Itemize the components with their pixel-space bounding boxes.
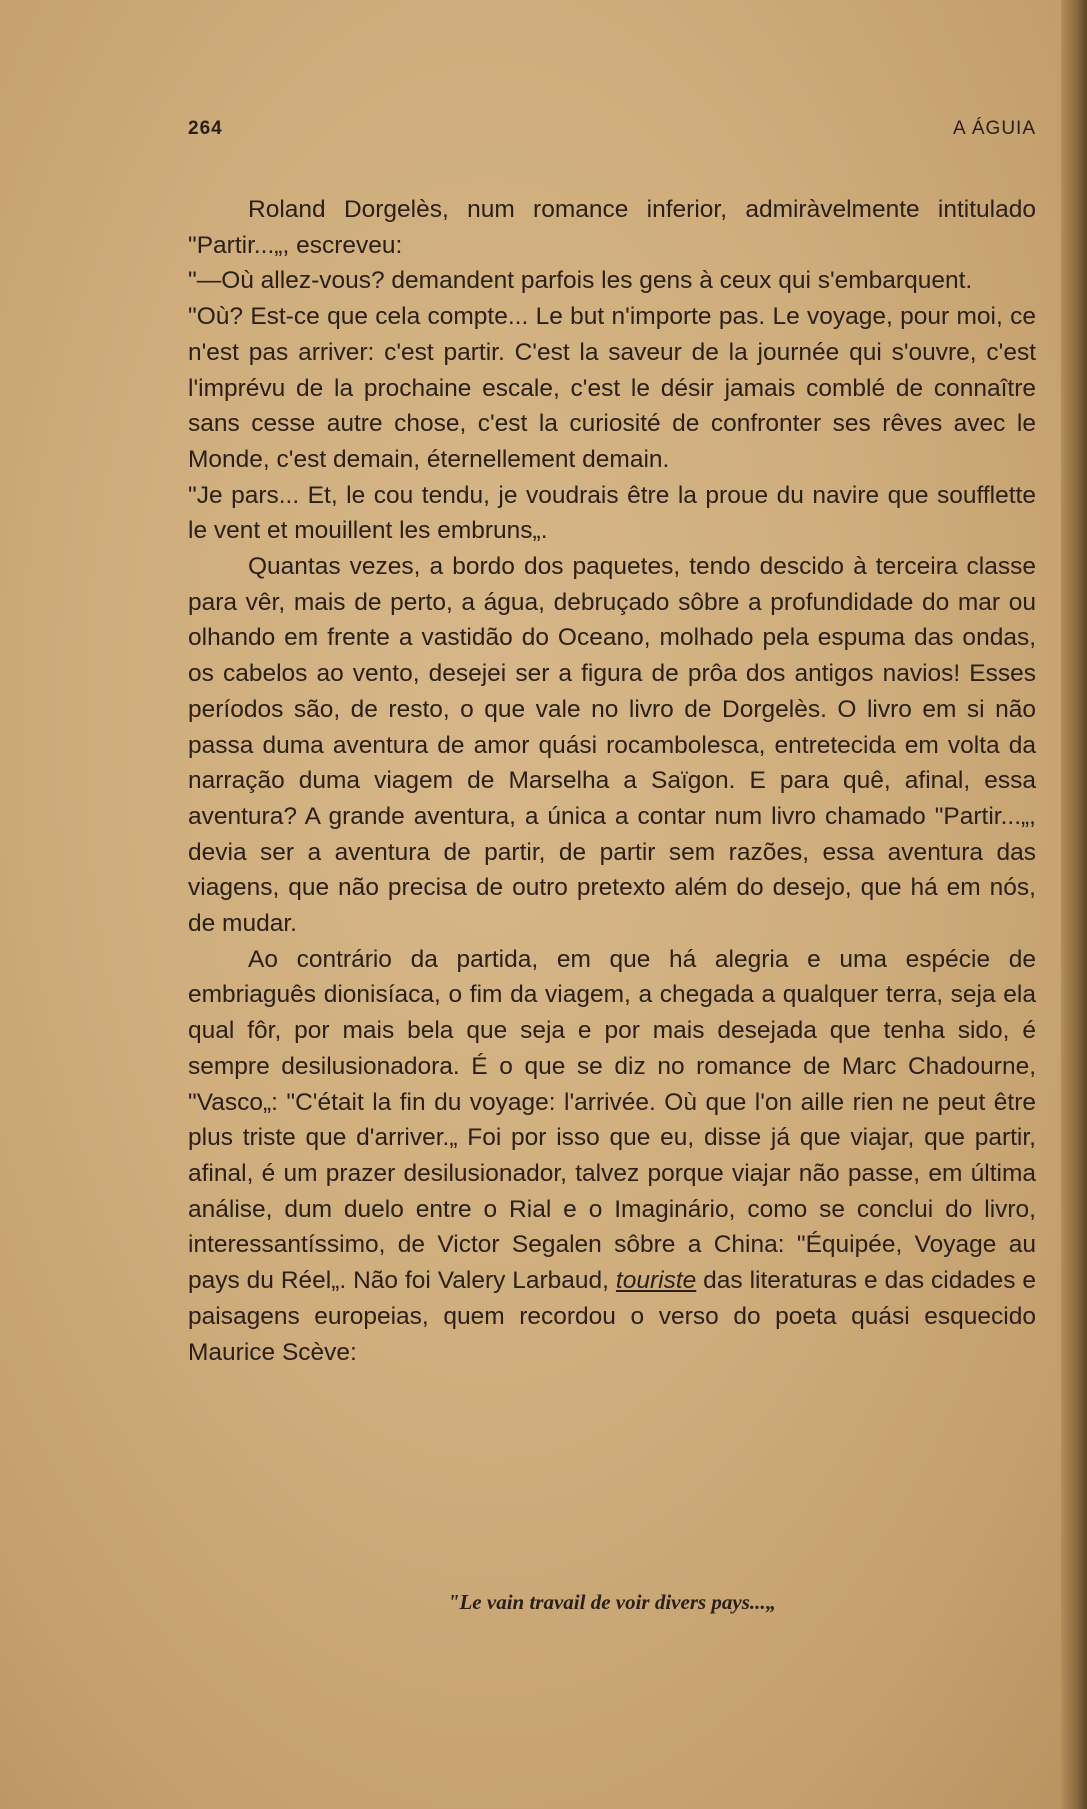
paragraph-5: Quantas vezes, a bordo dos paquetes, tendo descido à terceira classe para vêr, mais de perto, a água, debruçado sôbre a profundidade do mar ou olhando em frente a vastidão do Oceano, molhado pela espuma das ondas, os cabelos ao vento, desejei ser a figura de prôa dos antigos navios! Esses períodos são, de resto, o que vale no livro de Dorgelès. O livro em si não passa duma aventura de amor quási rocambolesca, entretecida em volta da narração duma viagem de Marselha a Saïgon. E para quê, afinal, essa aventura? A grande aventura, a única a contar num livro chamado "Partir...„, devia ser a aventura de partir, de partir sem razões, essa aventura das viagens, que não precisa de outro pretexto além do desejo, que há em nós, de mudar. (188, 553, 1036, 938)
paragraph-1: Roland Dorgelès, num romance inferior, admiràvelmente intitulado "Partir...„, escreveu: (188, 196, 1036, 259)
page-edge-shadow (1061, 0, 1087, 1809)
paragraph-4: "Je pars... Et, le cou tendu, je voudrais être la proue du navire que soufflette le vent et mouillent les embruns„. (188, 481, 1036, 545)
page-number: 264 (188, 118, 223, 139)
paragraph-6 (188, 942, 1036, 1370)
running-header (188, 118, 1036, 148)
journal-title: A ÁGUIA (952, 118, 1036, 139)
paragraph-3: "Où? Est-ce que cela compte... Le but n'importe pas. Le voyage, pour moi, ce n'est pas arriver: c'est partir. C'est la saveur de la journée qui s'ouvre, c'est l'imprévu de la prochaine escale, c'est le désir jamais comblé de connaître sans cesse autre chose, c'est la curiosité de confronter ses rêves avec le Monde, c'est demain, éternellement demain. (188, 303, 1036, 473)
body-text (188, 192, 1036, 1370)
paragraph-6-emphasis: touriste (615, 1267, 697, 1295)
paragraph-2: "—Où allez-vous? demandent parfois les gens à ceux qui s'embarquent. (188, 267, 973, 295)
paragraph-6-text-before: Ao contrário da partida, em que há alegria e uma espécie de embriaguês dionisíaca, o fim da viagem, a chegada a qualquer terra, seja ela qual fôr, por mais bela que seja e por mais desejada que tenha sido, é sempre desilusionadora. É o que se diz no romance de Marc Chadourne, "Vasco„: "C'était la fin du voyage: l'arrivée. Où que l'on aille rien ne peut être plus triste que d'arriver.„ Foi por isso que eu, disse já que viajar, que partir, afinal, é um prazer desilusionador, talvez porque viajar não passe, em última análise, dum duelo entre o Rial e o Imaginário, como se conclui do livro, interessantíssimo, de Victor Segalen sôbre a China: "Équipée, Voyage au pays du Réel„. Não foi Valery Larbaud, (188, 945, 1036, 1295)
verse-quote: "Le vain travail de voir divers pays...„ (447, 1590, 777, 1614)
paragraph-6-text-after: das literaturas e das cidades e paisagens europeias, quem recordou o verso do poeta quási esquecido Maurice Scève: (188, 1267, 1036, 1366)
